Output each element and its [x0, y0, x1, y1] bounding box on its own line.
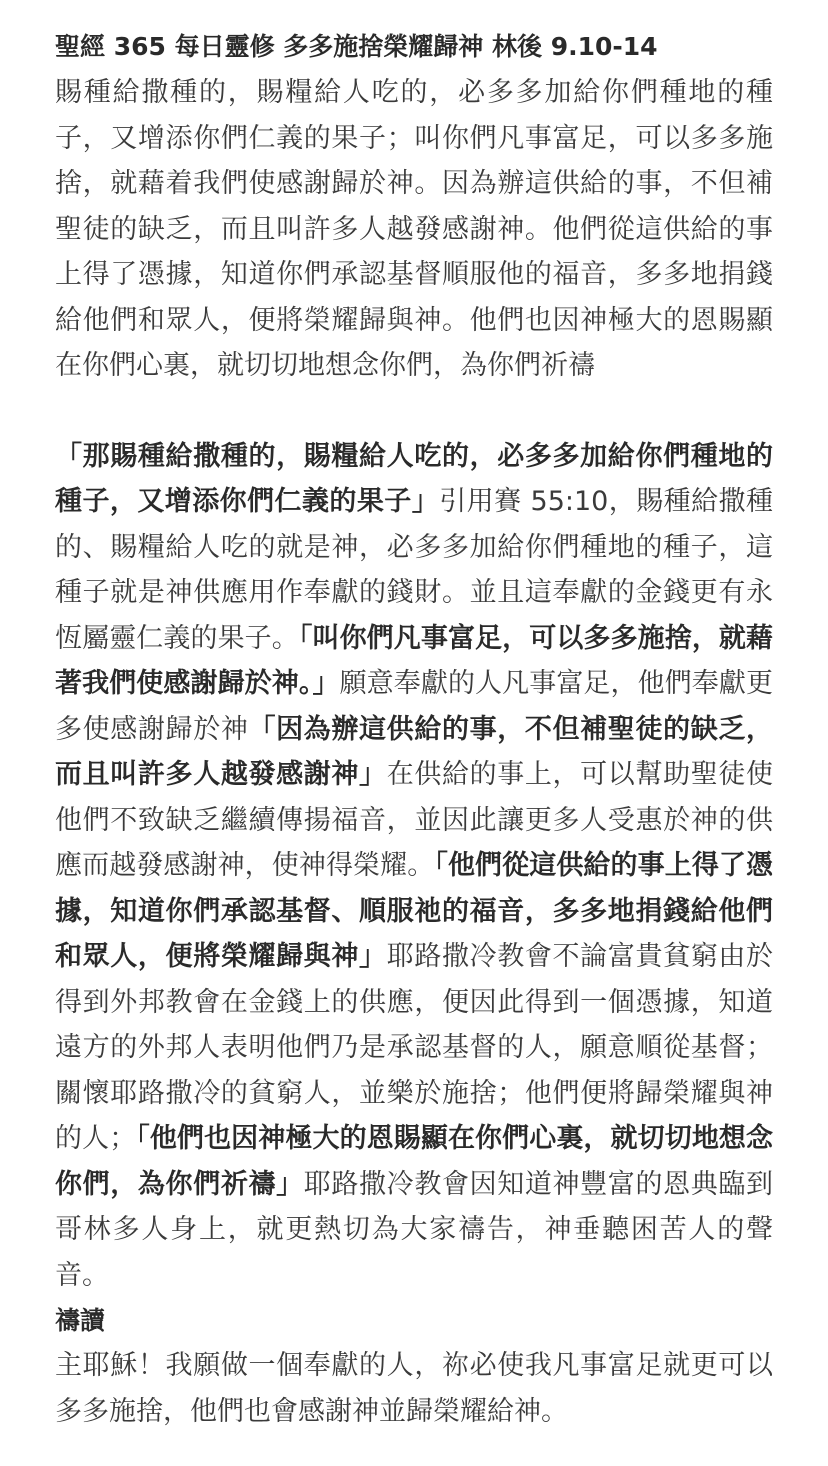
commentary-text: 在供給的事上，可以幫助聖徒使他們不致缺乏繼續傳揚福音，並因此讓更多人受惠於神的供應而越發感謝神，使神得榮耀。	[55, 759, 774, 881]
quoted-verse: 「叫你們凡事富足，可以多多施捨，就藉著我們使感謝歸於神。」	[55, 622, 774, 699]
commentary-text: 引用賽 55:10，賜種給撒種的、賜糧給人吃的就是神，必多多加給你們種地的種子，這種子就是神供應用作奉獻的錢財。並且這奉獻的金錢更有永恆屬靈仁義的果子。	[55, 486, 773, 654]
prayer-heading: 禱讀	[55, 1306, 106, 1335]
quoted-verse: 「因為辦這供給的事，不但補聖徒的缺乏，而且叫許多人越發感謝神」	[55, 713, 774, 790]
commentary-text: 願意奉獻的人凡事富足，他們奉獻更多使感謝歸於神	[55, 668, 774, 745]
commentary-paragraph	[55, 434, 773, 1299]
quoted-verse: 「他們也因神極大的恩賜顯在你們心裏，就切切地想念你們，為你們祈禱」	[55, 1123, 774, 1200]
commentary-text: 耶路撒冷教會不論富貴貧窮由於得到外邦教會在金錢上的供應，便因此得到一個憑據，知道遠方的外邦人表明他們乃是承認基督的人，願意順從基督；關懷耶路撒冷的貧窮人，並樂於施捨；他們便將歸榮耀與神的人；	[55, 941, 774, 1154]
prayer-text: 主耶穌！我願做一個奉獻的人，祢必使我凡事富足就更可以多多施捨，他們也會感謝神並歸榮耀給神。	[55, 1350, 773, 1427]
commentary-text: 耶路撒冷教會因知道神豐富的恩典臨到哥林多人身上，就更熱切為大家禱告，神垂聽困苦人的聲音。	[55, 1168, 774, 1291]
page-title: 聖經 365 每日靈修 多多施捨榮耀歸神 林後 9.10-14	[55, 32, 658, 61]
devotional-page	[55, 32, 773, 1434]
quoted-verse: 「那賜種給撒種的，賜糧給人吃的，必多多加給你們種地的種子，又增添你們仁義的果子」	[55, 440, 773, 517]
scripture-passage: 賜種給撒種的，賜糧給人吃的，必多多加給你們種地的種子，又增添你們仁義的果子；叫你們凡事富足，可以多多施捨，就藉着我們使感謝歸於神。因為辦這供給的事，不但補聖徒的缺乏，而且叫許多人越發感謝神。他們從這供給的事上得了憑據，知道你們承認基督順服他的福音，多多地捐錢給他們和眾人，便將榮耀歸與神。他們也因神極大的恩賜顯在你們心裏，就切切地想念你們，為你們祈禱	[55, 77, 773, 381]
quoted-verse: 「他們從這供給的事上得了憑據，知道你們承認基督、順服祂的福音，多多地捐錢給他們和眾人，便將榮耀歸與神」	[55, 850, 774, 972]
section-spacer	[55, 389, 773, 434]
